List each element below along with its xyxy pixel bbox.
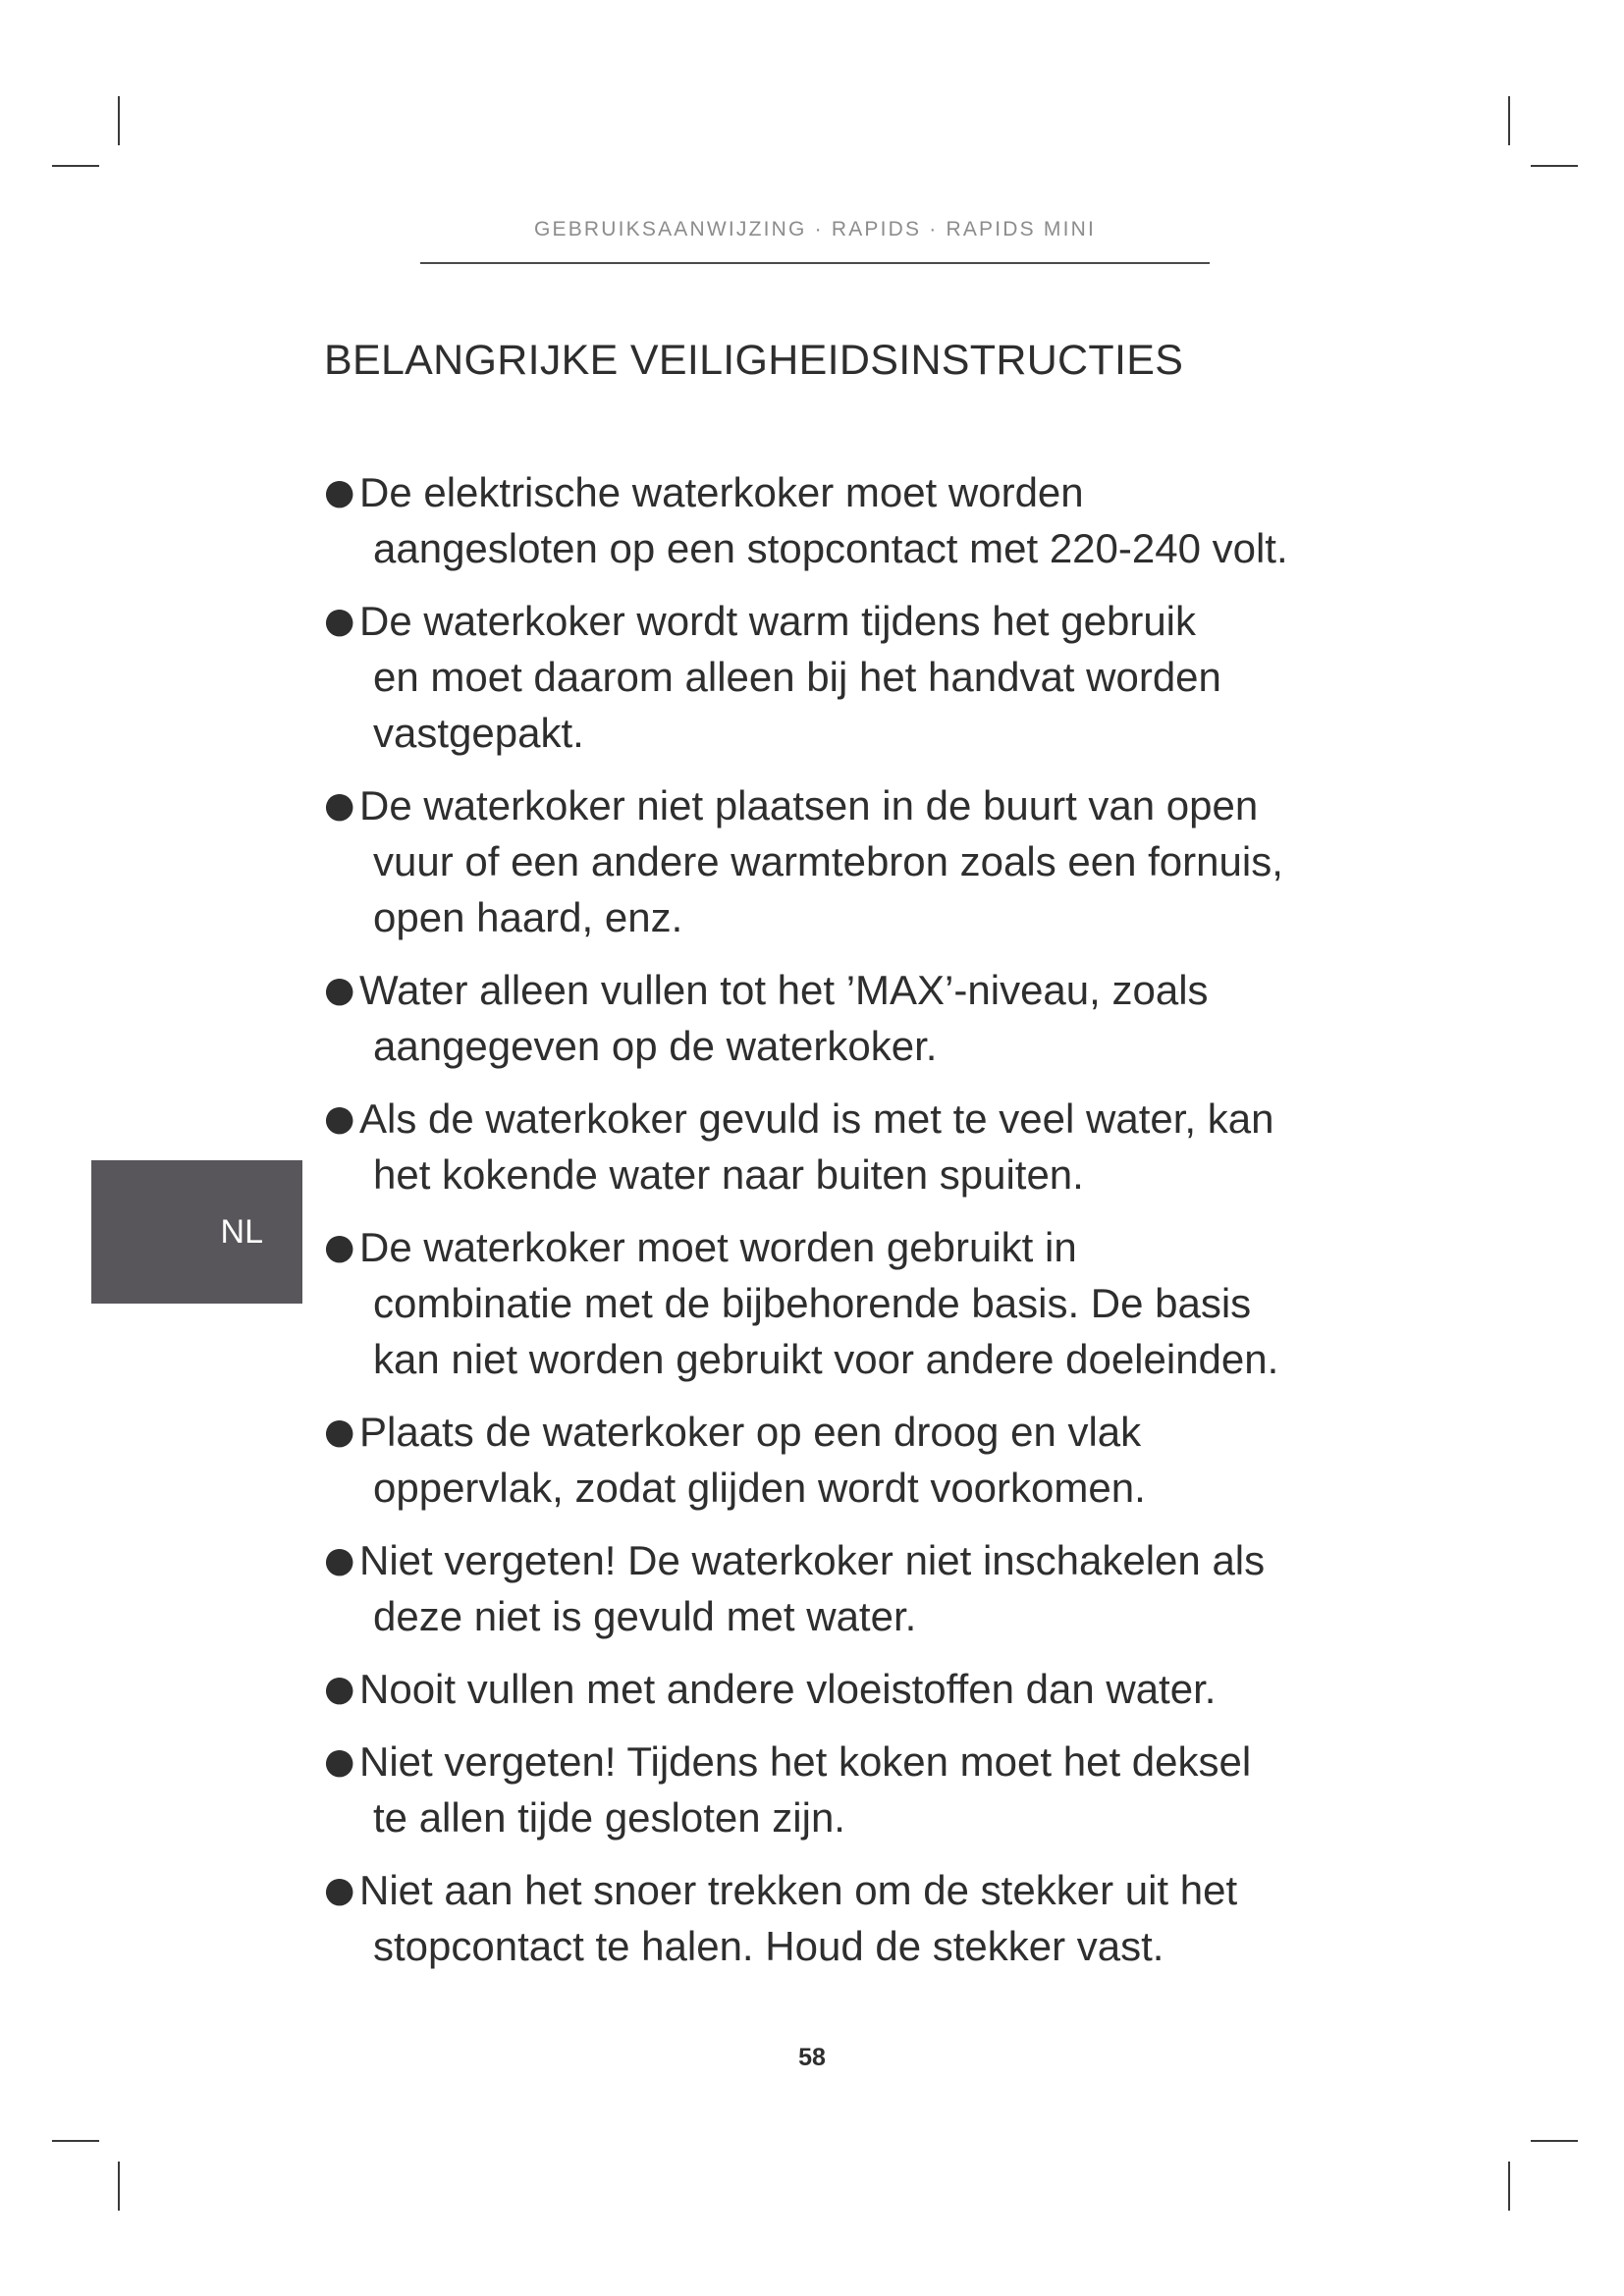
instruction-text: [359, 962, 1209, 1074]
crop-mark-bottom-left-horizontal: [52, 2140, 99, 2142]
instruction-line: vastgepakt.: [373, 710, 584, 756]
instruction-line: het kokende water naar buiten spuiten.: [373, 1151, 1084, 1198]
bullet-icon: ●: [324, 1741, 355, 1782]
instruction-item: [324, 1219, 1434, 1387]
instruction-line: aangegeven op de waterkoker.: [373, 1023, 938, 1069]
instruction-line: te allen tijde gesloten zijn.: [373, 1794, 845, 1841]
instruction-line: Als de waterkoker gevuld is met te veel water, kan: [359, 1095, 1274, 1142]
instruction-text: [359, 593, 1221, 761]
running-header: GEBRUIKSAANWIJZING · RAPIDS · RAPIDS MINI: [533, 218, 1097, 240]
bullet-icon: ●: [324, 1540, 355, 1580]
instruction-item: [324, 1862, 1434, 1974]
language-tab: NL: [91, 1160, 302, 1304]
instruction-item: [324, 777, 1434, 945]
instruction-line: De waterkoker moet worden gebruikt in: [359, 1224, 1077, 1270]
bullet-icon: ●: [324, 601, 355, 641]
instruction-line: open haard, enz.: [373, 894, 683, 940]
page-number: 58: [798, 2044, 826, 2071]
crop-mark-bottom-left-vertical: [118, 2162, 120, 2211]
instruction-line: Niet aan het snoer trekken om de stekker uit het: [359, 1867, 1238, 1913]
crop-mark-top-right-vertical: [1508, 96, 1510, 145]
instruction-line: De elektrische waterkoker moet worden: [359, 469, 1084, 515]
crop-mark-top-left-vertical: [118, 96, 120, 145]
instruction-line: Plaats de waterkoker op een droog en vlak: [359, 1409, 1142, 1455]
instruction-line: Nooit vullen met andere vloeistoffen dan water.: [359, 1666, 1217, 1712]
instruction-text: [359, 1219, 1278, 1387]
instruction-line: kan niet worden gebruikt voor andere doeleinden.: [373, 1336, 1279, 1382]
bullet-icon: ●: [324, 785, 355, 826]
instruction-item: [324, 593, 1434, 761]
instruction-line: stopcontact te halen. Houd de stekker vast.: [373, 1923, 1164, 1969]
instruction-line: oppervlak, zodat glijden wordt voorkomen.: [373, 1465, 1146, 1511]
instruction-line: en moet daarom alleen bij het handvat worden: [373, 654, 1221, 700]
instruction-line: De waterkoker wordt warm tijdens het gebruik: [359, 598, 1197, 644]
instruction-text: [359, 1091, 1273, 1202]
bullet-icon: ●: [324, 1669, 355, 1709]
instruction-line: vuur of een andere warmtebron zoals een fornuis,: [373, 838, 1283, 884]
bullet-icon: ●: [324, 1412, 355, 1452]
instruction-text: [359, 1862, 1237, 1974]
section-title: BELANGRIJKE VEILIGHEIDSINSTRUCTIES: [324, 337, 1184, 384]
instruction-text: [359, 1404, 1146, 1516]
instruction-item: [324, 962, 1434, 1074]
instruction-line: deze niet is gevuld met water.: [373, 1593, 917, 1639]
instruction-item: [324, 1091, 1434, 1202]
instruction-item: [324, 464, 1434, 576]
instruction-text: [359, 777, 1283, 945]
crop-mark-top-right-horizontal: [1531, 165, 1578, 167]
bullet-icon: ●: [324, 472, 355, 512]
instruction-line: Niet vergeten! Tijdens het koken moet het deksel: [359, 1738, 1252, 1785]
instruction-text: [359, 464, 1288, 576]
instruction-text: [359, 1734, 1251, 1845]
crop-mark-bottom-right-vertical: [1508, 2162, 1510, 2211]
bullet-icon: ●: [324, 1098, 355, 1139]
instruction-line: De waterkoker niet plaatsen in de buurt van open: [359, 782, 1259, 828]
bullet-icon: ●: [324, 970, 355, 1010]
instruction-line: Niet vergeten! De waterkoker niet inschakelen als: [359, 1537, 1266, 1583]
instruction-text: [359, 1532, 1265, 1644]
instruction-line: Water alleen vullen tot het ’MAX’-niveau, zoals: [359, 967, 1209, 1013]
crop-mark-top-left-horizontal: [52, 165, 99, 167]
bullet-icon: ●: [324, 1227, 355, 1267]
instruction-item: [324, 1532, 1434, 1644]
instruction-item: [324, 1404, 1434, 1516]
instruction-item: [324, 1734, 1434, 1845]
instruction-item: [324, 1661, 1434, 1717]
bullet-icon: ●: [324, 1870, 355, 1910]
instruction-line: aangesloten op een stopcontact met 220-240 volt.: [373, 525, 1288, 571]
crop-mark-bottom-right-horizontal: [1531, 2140, 1578, 2142]
instruction-line: combinatie met de bijbehorende basis. De basis: [373, 1280, 1252, 1326]
header-rule: [420, 262, 1210, 264]
safety-instructions-list: [324, 464, 1434, 1991]
instruction-text: [359, 1661, 1216, 1717]
